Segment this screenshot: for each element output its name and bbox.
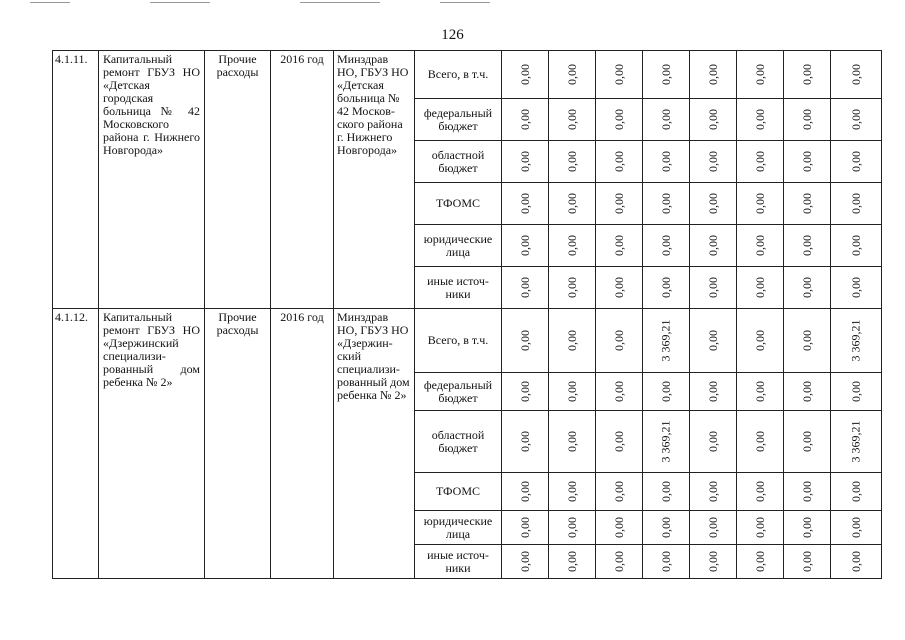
value-cell [643, 183, 690, 225]
value-cell [831, 51, 882, 99]
scan-artifact [150, 2, 210, 3]
value-cell [596, 183, 643, 225]
value-text: 0,00 [611, 109, 626, 130]
value-text: 0,00 [658, 551, 673, 572]
value-text: 0,00 [517, 481, 532, 502]
value-text: 0,00 [564, 151, 579, 172]
scan-artifact [30, 2, 70, 3]
value-cell [737, 141, 784, 183]
value-cell [643, 267, 690, 309]
value-text: 0,00 [658, 277, 673, 298]
value-cell [690, 545, 737, 579]
value-text: 0,00 [611, 235, 626, 256]
value-cell [831, 183, 882, 225]
value-text: 0,00 [799, 481, 814, 502]
value-text: 0,00 [705, 431, 720, 452]
funding-source: юридические лица [415, 225, 502, 267]
value-cell [737, 51, 784, 99]
value-cell [784, 545, 831, 579]
value-cell [784, 51, 831, 99]
value-text: 0,00 [799, 235, 814, 256]
measure-code: 4.1.11. [53, 51, 99, 309]
value-text: 3 369,21 [848, 319, 863, 362]
value-cell [549, 309, 596, 373]
value-text: 0,00 [752, 151, 767, 172]
value-text: 0,00 [517, 151, 532, 172]
value-cell [549, 141, 596, 183]
value-cell [643, 473, 690, 511]
value-cell [643, 373, 690, 411]
value-text: 0,00 [611, 193, 626, 214]
value-text: 0,00 [752, 330, 767, 351]
funding-source: юридические лица [415, 511, 502, 545]
value-cell [690, 141, 737, 183]
value-cell [502, 411, 549, 473]
value-text: 0,00 [799, 381, 814, 402]
value-cell [784, 373, 831, 411]
value-text: 0,00 [517, 64, 532, 85]
value-cell [690, 183, 737, 225]
value-text: 0,00 [848, 481, 863, 502]
value-cell [643, 225, 690, 267]
value-cell [549, 411, 596, 473]
value-cell [502, 373, 549, 411]
value-cell [596, 411, 643, 473]
value-cell [643, 141, 690, 183]
value-text: 0,00 [658, 193, 673, 214]
value-text: 0,00 [564, 109, 579, 130]
scan-artifact [300, 2, 380, 3]
value-text: 3 369,21 [848, 420, 863, 463]
value-cell [502, 99, 549, 141]
value-text: 0,00 [517, 277, 532, 298]
value-cell [643, 511, 690, 545]
value-cell [690, 99, 737, 141]
measure-name: Капитальный ремонт ГБУЗ НО «Детская городская больница № 42 Московского района г. Нижнего Новгорода» [99, 51, 205, 309]
value-cell [831, 545, 882, 579]
value-text: 0,00 [705, 481, 720, 502]
value-cell [502, 51, 549, 99]
value-text: 0,00 [564, 381, 579, 402]
value-text: 0,00 [799, 277, 814, 298]
value-text: 0,00 [658, 481, 673, 502]
value-text: 0,00 [611, 481, 626, 502]
value-text: 0,00 [611, 277, 626, 298]
value-text: 0,00 [517, 193, 532, 214]
value-text: 0,00 [564, 330, 579, 351]
measure-code: 4.1.12. [53, 309, 99, 579]
value-cell [596, 225, 643, 267]
value-cell [831, 373, 882, 411]
value-cell [784, 183, 831, 225]
value-text: 0,00 [752, 193, 767, 214]
value-text: 0,00 [564, 431, 579, 452]
value-text: 0,00 [517, 551, 532, 572]
value-text: 0,00 [705, 109, 720, 130]
value-cell [690, 267, 737, 309]
funding-source: федеральный бюджет [415, 373, 502, 411]
value-text: 0,00 [611, 64, 626, 85]
funding-source: федеральный бюджет [415, 99, 502, 141]
value-cell [784, 99, 831, 141]
value-text: 0,00 [564, 517, 579, 538]
funding-source: иные источ-ники [415, 267, 502, 309]
value-text: 0,00 [848, 109, 863, 130]
value-text: 0,00 [517, 330, 532, 351]
value-text: 0,00 [658, 517, 673, 538]
value-cell [737, 411, 784, 473]
value-cell [831, 225, 882, 267]
value-cell [737, 373, 784, 411]
value-text: 0,00 [799, 64, 814, 85]
page-number: 126 [441, 27, 464, 43]
value-text: 3 369,21 [658, 319, 673, 362]
table-row [53, 309, 882, 373]
value-text: 0,00 [799, 517, 814, 538]
value-text: 0,00 [611, 330, 626, 351]
value-text: 0,00 [564, 277, 579, 298]
value-text: 0,00 [848, 277, 863, 298]
value-cell [502, 309, 549, 373]
value-cell [643, 545, 690, 579]
value-text: 0,00 [752, 109, 767, 130]
executor: Минздрав НО, ГБУЗ НО «Дзержин-ский специализи-рованный дом ребенка № 2» [334, 309, 415, 579]
value-text: 0,00 [705, 330, 720, 351]
value-cell [737, 183, 784, 225]
value-cell [690, 225, 737, 267]
value-text: 0,00 [517, 109, 532, 130]
value-cell [831, 267, 882, 309]
value-cell [549, 267, 596, 309]
value-text: 0,00 [848, 517, 863, 538]
value-cell [549, 511, 596, 545]
scan-artifact [440, 2, 490, 3]
value-text: 0,00 [848, 64, 863, 85]
value-cell [596, 473, 643, 511]
value-text: 0,00 [564, 235, 579, 256]
value-cell [549, 545, 596, 579]
value-text: 0,00 [705, 64, 720, 85]
value-text: 0,00 [799, 330, 814, 351]
value-cell [596, 267, 643, 309]
value-cell [643, 51, 690, 99]
value-text: 0,00 [752, 277, 767, 298]
value-cell [784, 473, 831, 511]
value-text: 0,00 [799, 193, 814, 214]
value-cell [784, 309, 831, 373]
value-text: 0,00 [564, 481, 579, 502]
value-cell [831, 411, 882, 473]
value-cell [596, 141, 643, 183]
value-text: 0,00 [517, 235, 532, 256]
value-cell [690, 373, 737, 411]
value-cell [784, 267, 831, 309]
value-cell [502, 511, 549, 545]
value-text: 0,00 [658, 109, 673, 130]
funding-source: Всего, в т.ч. [415, 51, 502, 99]
value-cell [831, 99, 882, 141]
expense-type: Прочие расходы [205, 309, 271, 579]
value-text: 0,00 [752, 235, 767, 256]
implementation-year: 2016 год [271, 309, 334, 579]
value-text: 0,00 [848, 551, 863, 572]
value-cell [784, 141, 831, 183]
value-text: 0,00 [799, 431, 814, 452]
value-cell [596, 51, 643, 99]
value-cell [643, 411, 690, 473]
value-text: 0,00 [705, 381, 720, 402]
value-text: 0,00 [799, 551, 814, 572]
funding-source: областной бюджет [415, 411, 502, 473]
measure-name: Капитальный ремонт ГБУЗ НО «Дзержинский специализи-рованный дом ребенка № 2» [99, 309, 205, 579]
value-cell [596, 309, 643, 373]
value-text: 0,00 [752, 64, 767, 85]
value-text: 0,00 [705, 551, 720, 572]
value-cell [596, 511, 643, 545]
value-cell [502, 267, 549, 309]
implementation-year: 2016 год [271, 51, 334, 309]
value-cell [549, 51, 596, 99]
value-text: 0,00 [848, 235, 863, 256]
value-text: 0,00 [564, 193, 579, 214]
funding-source: Всего, в т.ч. [415, 309, 502, 373]
executor: Минздрав НО, ГБУЗ НО «Детская больница № 42 Москов-ского района г. Нижнего Новгорода» [334, 51, 415, 309]
value-text: 0,00 [611, 381, 626, 402]
funding-source: иные источ-ники [415, 545, 502, 579]
value-cell [737, 473, 784, 511]
value-cell [784, 411, 831, 473]
value-text: 0,00 [799, 109, 814, 130]
value-text: 0,00 [848, 381, 863, 402]
value-cell [690, 309, 737, 373]
value-text: 0,00 [611, 551, 626, 572]
value-cell [549, 99, 596, 141]
value-text: 0,00 [658, 381, 673, 402]
value-text: 0,00 [705, 151, 720, 172]
value-cell [831, 309, 882, 373]
value-cell [690, 51, 737, 99]
value-text: 0,00 [564, 64, 579, 85]
value-text: 0,00 [658, 151, 673, 172]
value-text: 0,00 [848, 193, 863, 214]
value-text: 0,00 [611, 151, 626, 172]
value-cell [502, 183, 549, 225]
value-text: 0,00 [517, 517, 532, 538]
value-cell [737, 309, 784, 373]
expense-type: Прочие расходы [205, 51, 271, 309]
value-text: 0,00 [799, 151, 814, 172]
value-cell [784, 225, 831, 267]
value-cell [737, 267, 784, 309]
value-cell [549, 183, 596, 225]
funding-source: ТФОМС [415, 473, 502, 511]
value-text: 0,00 [752, 431, 767, 452]
value-cell [690, 473, 737, 511]
value-cell [690, 511, 737, 545]
value-text: 0,00 [611, 517, 626, 538]
value-cell [737, 511, 784, 545]
value-cell [690, 411, 737, 473]
value-text: 0,00 [517, 431, 532, 452]
value-cell [737, 545, 784, 579]
value-cell [502, 225, 549, 267]
value-cell [831, 473, 882, 511]
value-text: 0,00 [658, 64, 673, 85]
value-cell [737, 225, 784, 267]
value-cell [831, 141, 882, 183]
value-text: 0,00 [705, 193, 720, 214]
value-cell [643, 309, 690, 373]
value-text: 0,00 [705, 277, 720, 298]
value-cell [737, 99, 784, 141]
funding-source: ТФОМС [415, 183, 502, 225]
table-row [53, 51, 882, 99]
value-text: 0,00 [752, 551, 767, 572]
value-text: 0,00 [564, 551, 579, 572]
funding-source: областной бюджет [415, 141, 502, 183]
value-text: 0,00 [752, 481, 767, 502]
value-cell [502, 473, 549, 511]
value-cell [596, 545, 643, 579]
value-text: 0,00 [752, 381, 767, 402]
value-cell [549, 225, 596, 267]
value-cell [784, 511, 831, 545]
value-cell [502, 141, 549, 183]
value-text: 0,00 [517, 381, 532, 402]
value-cell [643, 99, 690, 141]
value-text: 3 369,21 [658, 420, 673, 463]
value-text: 0,00 [611, 431, 626, 452]
budget-table [52, 50, 882, 579]
value-text: 0,00 [752, 517, 767, 538]
value-text: 0,00 [848, 151, 863, 172]
value-text: 0,00 [705, 235, 720, 256]
value-cell [549, 373, 596, 411]
value-cell [596, 373, 643, 411]
value-cell [502, 545, 549, 579]
value-text: 0,00 [658, 235, 673, 256]
value-cell [596, 99, 643, 141]
value-cell [831, 511, 882, 545]
value-text: 0,00 [705, 517, 720, 538]
value-cell [549, 473, 596, 511]
